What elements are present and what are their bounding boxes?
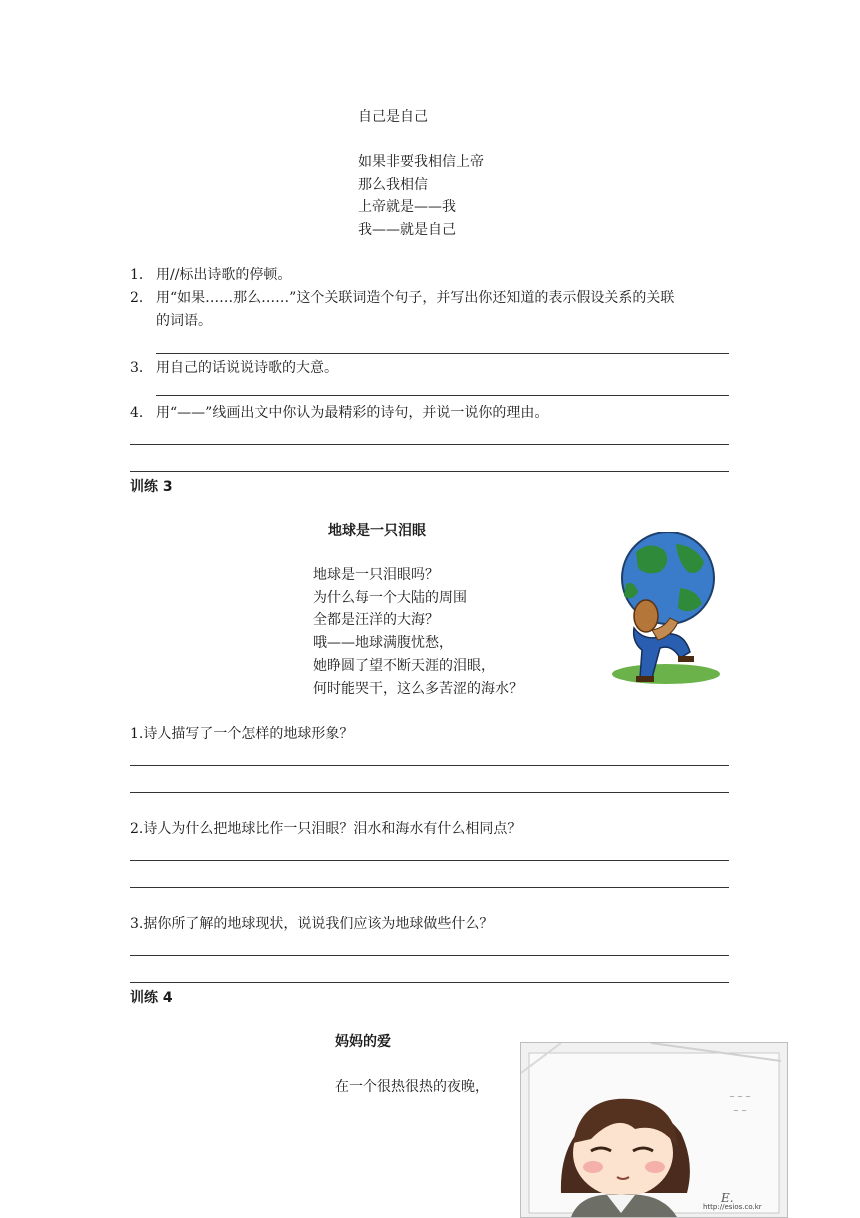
question-1: 1． 用//标出诗歌的停顿。 <box>130 267 292 283</box>
poem-line: 那么我相信 <box>358 177 428 193</box>
question-2-continued: 的词语。 <box>156 313 212 329</box>
poem-line: 哦——地球满腹忧愁， <box>313 635 453 651</box>
cartoon-child-portrait-icon <box>521 1043 787 1217</box>
question-4: 4． 用“——”线画出文中你认为最精彩的诗句，并说一说你的理由。 <box>130 405 549 421</box>
poem-line: 她睁圆了望不断天涯的泪眼， <box>313 658 495 674</box>
poem-line: 自己是自己 <box>358 109 428 125</box>
poem-line: 地球是一只泪眼吗？ <box>313 567 439 583</box>
poem-line: 我——就是自己 <box>358 222 456 238</box>
answer-line[interactable] <box>130 765 729 766</box>
poem-title: 妈妈的爱 <box>335 1034 391 1050</box>
answer-line[interactable] <box>130 444 729 445</box>
answer-line[interactable] <box>130 887 729 888</box>
image-signature: E. <box>721 1191 734 1205</box>
answer-line[interactable] <box>156 395 729 396</box>
answer-line[interactable] <box>156 353 729 354</box>
training-3-label: 训练 3 <box>130 479 173 495</box>
answer-line[interactable] <box>130 955 729 956</box>
training-3-question-3: 3.据你所了解的地球现状，说说我们应该为地球做些什么？ <box>130 916 494 932</box>
svg-text:~ ~ ~: ~ ~ ~ <box>729 1093 752 1101</box>
question-3: 3． 用自己的话说说诗歌的大意。 <box>130 360 338 376</box>
training-3-question-2: 2.诗人为什么把地球比作一只泪眼？泪水和海水有什么相同点？ <box>130 821 522 837</box>
training-4-label: 训练 4 <box>130 990 173 1006</box>
answer-line[interactable] <box>130 792 729 793</box>
training-3-question-1: 1.诗人描写了一个怎样的地球形象？ <box>130 726 354 742</box>
cartoon-image-frame <box>520 1042 788 1218</box>
globe-carrying-man-icon <box>606 532 722 688</box>
poem-title: 地球是一只泪眼 <box>328 523 426 539</box>
section-divider <box>130 471 729 472</box>
svg-text:~ ~: ~ ~ <box>733 1107 747 1115</box>
poem-line: 何时能哭干，这么多苦涩的海水？ <box>313 681 523 697</box>
poem-line: 全都是汪洋的大海？ <box>313 612 439 628</box>
section-divider <box>130 982 729 983</box>
poem-line: 上帝就是——我 <box>358 199 456 215</box>
question-2: 2． 用“如果……那么……”这个关联词造个句子，并写出你还知道的表示假设关系的关联 <box>130 290 675 306</box>
poem-line: 在一个很热很热的夜晚， <box>335 1079 489 1095</box>
poem-line: 如果非要我相信上帝 <box>358 154 484 170</box>
image-watermark-url: http://esios.co.kr <box>703 1203 762 1211</box>
answer-line[interactable] <box>130 860 729 861</box>
poem-line: 为什么每一个大陆的周围 <box>313 590 467 606</box>
